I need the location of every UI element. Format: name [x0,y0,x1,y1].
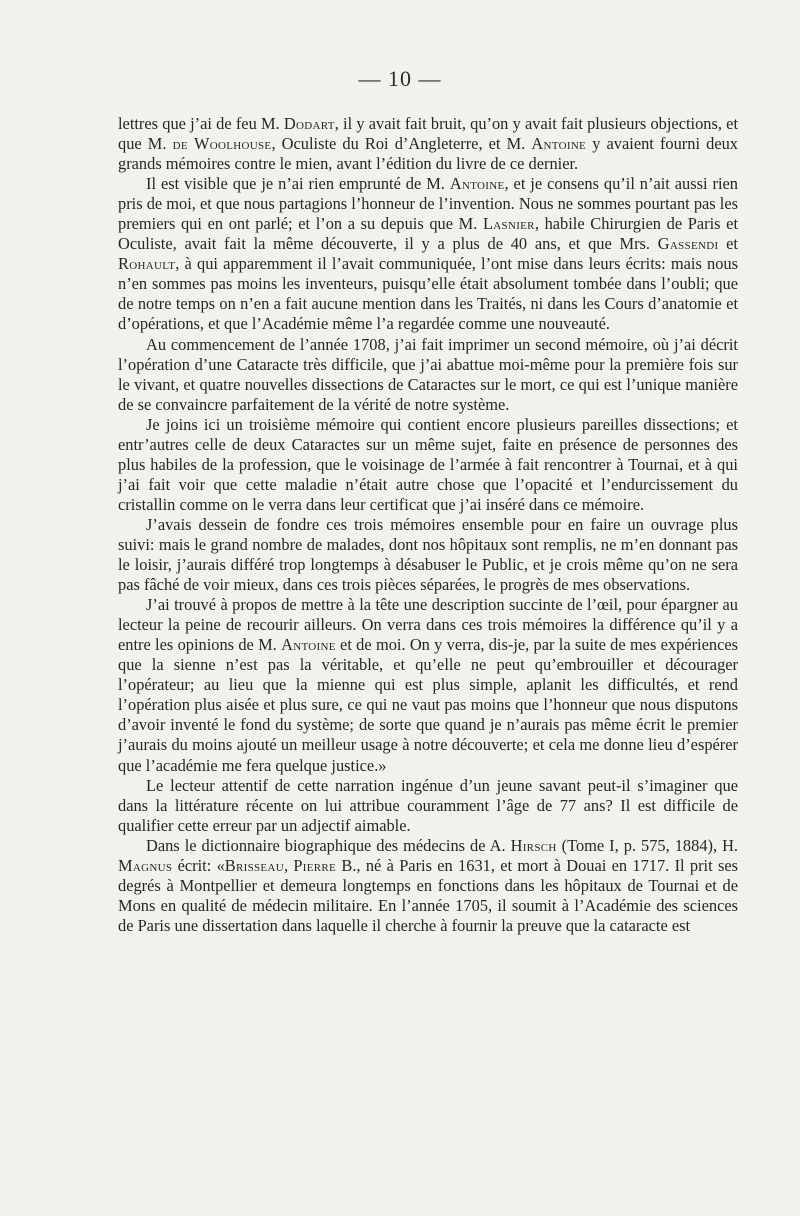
proper-name: Antoine [449,174,505,194]
proper-name: Pierre [293,855,337,875]
paragraph [118,776,738,836]
proper-name: Brisseau [224,855,284,875]
page-number: — 10 — [358,66,442,91]
body-text [118,114,738,936]
text-run: J’ai trouvé à propos de mettre à la tête une description succinte de l’œil, pour épargner au lecteur la peine de recourir ailleurs. On verra dans ces trois mémoires la différence qu’il y a entre les opinions de M. [118,595,738,655]
text-run: , et je consens qu’il n’ait aussi rien pris de moi, et que nous partagions l’honneur de l’invention. Nous ne sommes pourtant pas les premiers qui en ont parlé; et l’on a su depuis que M. [118,174,738,234]
proper-name: Dodart [283,114,335,133]
proper-name: de Woolhouse [172,134,272,154]
text-run: , habile Chirurgien de Paris et Oculiste, avait fait la même découverte, il y a plus de 40 ans, et que Mrs. [118,214,738,254]
proper-name: Gassendi [657,234,719,254]
paragraph [118,836,738,936]
proper-name: Hirsch [510,835,557,855]
proper-name: Antoine [531,134,587,154]
text-run: , à qui apparemment il l’avait communiquée, l’ont mise dans leurs écrits: mais nous n’en sommes pas moins les inventeurs, puisqu’elle était absolument tombée dans l’oubli; que de notre temps on n’en a fait aucune mention dans les Traités, ni dans les Cours d’anatomie et d’opérations, et que l’Académie même l’a regardée comme une nouveauté. [118,254,738,334]
text-run: , il y avait fait bruit, qu’on y avait fait plusieurs objections, et que M. [118,114,738,154]
text-run: , Oculiste du Roi d’Angleterre, et M. [271,134,532,154]
text-run: écrit: « [172,855,225,875]
paragraph [118,515,738,595]
text-run: Au commencement de l’année 1708, j’ai fait imprimer un second mémoire, où j’ai décrit l’opération d’une Cataracte très difficile, que j’ai abattue moi-même pour la première fois sur le vivant, et quatre nouvelles dissections de Cataractes sur le mort, ce qui est l’unique manière de se convaincre parfaitement de la vérité de notre système. [118,334,738,414]
text-run: J’avais dessein de fondre ces trois mémoires ensemble pour en faire un ouvrage plus suivi: mais le grand nombre de malades, dont nos hôpitaux sont remplis, ne m’en donnant pas le loisir, j’aurais différé trop longtemps à désabuser le Public, et je crois même qu’on ne sera pas fâché de voir mieux, dans ces trois pièces séparées, le progrès de mes observations. [118,514,738,595]
paragraph [118,335,738,415]
text-run: Il est visible que je n’ai rien emprunté de M. [146,174,450,194]
text-run: et [718,234,738,254]
text-run: , [283,855,294,875]
proper-name: Magnus [118,855,173,875]
text-run: y avaient fourni deux grands mémoires contre le mien, avant l’édition du livre de ce dernier. [118,134,738,174]
text-run: Le lecteur attentif de cette narration ingénue d’un jeune savant peut-il s’imaginer que dans la littérature récente on lui attribue couramment l’âge de 77 ans? Il est difficile de qualifier cette erreur par un adjectif aimable. [118,775,738,835]
paragraph [118,114,738,174]
paragraph [118,174,738,334]
proper-name: Antoine [281,635,336,655]
paragraph [118,595,738,775]
proper-name: Rohault [118,254,176,274]
text-run: (Tome I, p. 575, 1884), H. [556,835,739,855]
text-run: B., né à Paris en 1631, et mort à Douai en 1717. Il prit ses degrés à Montpellier et demeura longtemps en fonctions dans les hôpitaux de Tournai et de Mons en qualité de médecin militaire. En l’année 1705, il soumit à l’Académie des sciences de Paris une dissertation dans laquelle il cherche à fournir la preuve que la cataracte est [118,855,738,935]
text-run: lettres que j’ai de feu M. [118,114,284,133]
text-run: Dans le dictionnaire biographique des médecins de A. [146,835,511,855]
text-run: Je joins ici un troisième mémoire qui contient encore plusieurs pareilles dissections; et entr’autres celle de deux Cataractes sur un même sujet, faite en présence de personnes des plus habiles de la profession, que le voisinage de l’armée à fait rencontrer à Tournai, et à qui j’ai fait voir que cette maladie n’était autre chose que l’opacité et l’endurcissement du cristallin comme on le verra dans leur certificat que j’ai inséré dans ce mémoire. [118,414,738,514]
text-run: et de moi. On y verra, dis-je, par la suite de mes expériences que la sienne n’est pas la véritable, et qu’elle ne peut qu’embrouiller et décourager l’opérateur; au lieu que la mienne qui est plus simple, aplanit les difficultés, et rend l’opération plus aisée et plus sure, ce qui ne vaut pas moins que l’honneur que nous disputons d’avoir inventé le fond du système; de sorte que quand je n’aurais pas même écrit le premier j’aurais du moins ajouté un meilleur usage à notre découverte; et cela me donne lieu d’espérer que l’académie me fera quelque justice.» [118,635,738,775]
proper-name: Lasnier [482,214,535,234]
paragraph [118,415,738,515]
